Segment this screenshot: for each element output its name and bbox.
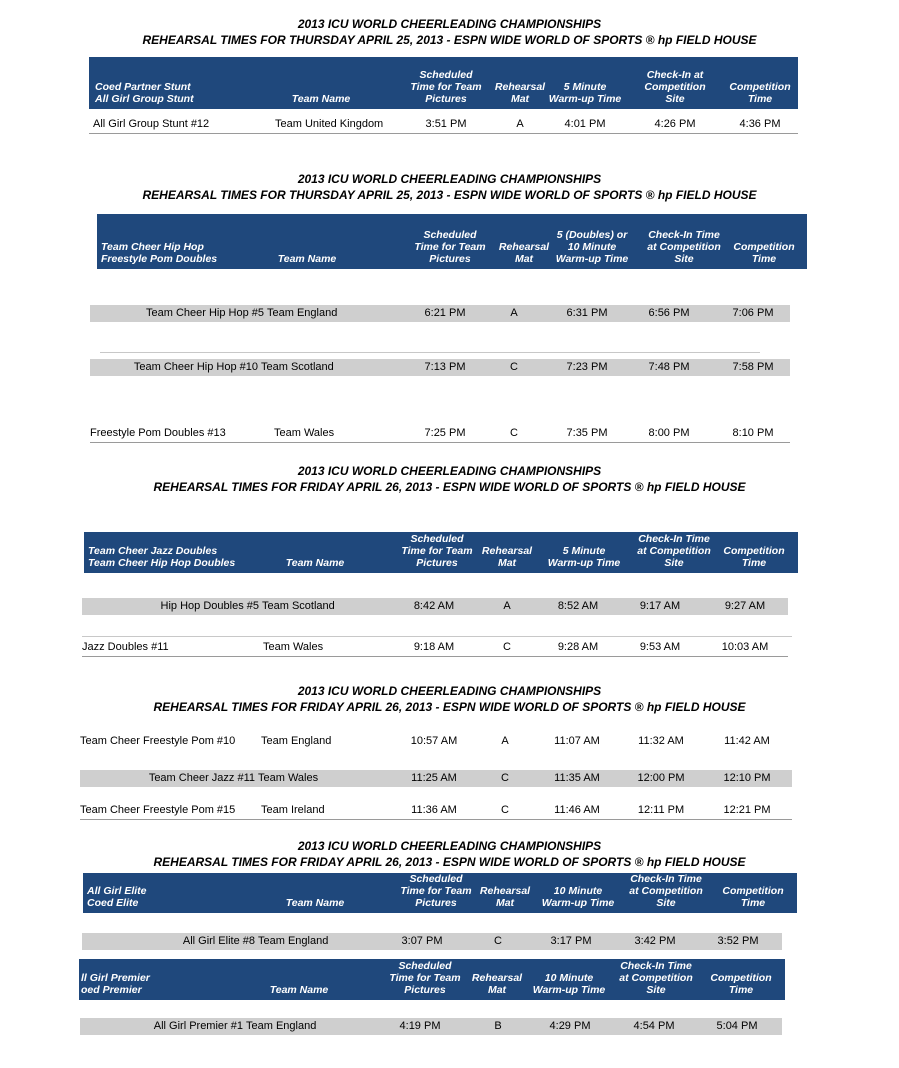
table-row bbox=[90, 359, 790, 376]
cell-team: Team England bbox=[267, 307, 338, 319]
table-row bbox=[82, 598, 788, 615]
cell-competition: 5:04 PM bbox=[716, 1020, 758, 1032]
cell-mat: C bbox=[494, 935, 502, 947]
cell-routine: All Girl Elite #8 bbox=[182, 935, 255, 947]
cell-pictures: 8:42 AM bbox=[413, 600, 455, 612]
cell-competition: 8:10 PM bbox=[732, 427, 774, 439]
cell-routine: All Girl Premier #1 bbox=[153, 1020, 243, 1032]
cell-warmup: 11:35 AM bbox=[554, 772, 600, 784]
cell-pictures: 3:51 PM bbox=[425, 118, 467, 130]
event-title: 2013 ICU WORLD CHEERLEADING CHAMPIONSHIPS bbox=[297, 172, 602, 186]
cell-checkin: 4:54 PM bbox=[633, 1020, 675, 1032]
cell-checkin: 9:53 AM bbox=[639, 641, 681, 653]
cell-competition: 7:58 PM bbox=[732, 361, 774, 373]
cell-pictures: 9:18 AM bbox=[413, 641, 455, 653]
cell-checkin: 6:56 PM bbox=[648, 307, 690, 319]
cell-team: Team Wales bbox=[258, 772, 319, 784]
header-pictures: Scheduled Time for Team Pictures bbox=[410, 69, 482, 105]
table-header bbox=[97, 214, 807, 269]
cell-mat: C bbox=[503, 641, 511, 653]
cell-competition: 3:52 PM bbox=[717, 935, 759, 947]
cell-mat: C bbox=[510, 427, 518, 439]
cell-mat: A bbox=[501, 735, 509, 747]
day-subtitle: REHEARSAL TIMES FOR FRIDAY APRIL 26, 2013 - ESPN WIDE WORLD OF SPORTS ® hp FIELD HOUSE bbox=[153, 855, 746, 869]
header-mat: Rehearsal Mat bbox=[481, 545, 533, 569]
cell-checkin: 3:42 PM bbox=[634, 935, 676, 947]
cell-competition: 12:10 PM bbox=[723, 772, 771, 784]
header-competition: Competition Time bbox=[729, 81, 791, 105]
header-competition: Competition Time bbox=[733, 241, 795, 265]
cell-routine: Hip Hop Doubles #5 bbox=[160, 600, 259, 612]
cell-routine: Team Cheer Freestyle Pom #10 bbox=[80, 735, 236, 747]
header-mat: Rehearsal Mat bbox=[494, 81, 546, 105]
cell-team: Team Ireland bbox=[261, 804, 325, 816]
table-row bbox=[80, 1018, 782, 1035]
cell-checkin: 9:17 AM bbox=[639, 600, 681, 612]
cell-team: Team Scotland bbox=[261, 361, 334, 373]
table-header bbox=[83, 873, 797, 913]
header-warmup: 5 (Doubles) or 10 Minute Warm-up Time bbox=[555, 229, 629, 265]
header-team-name: Team Name bbox=[285, 897, 345, 909]
cell-warmup: 7:23 PM bbox=[566, 361, 608, 373]
header-pictures: Scheduled Time for Team Pictures bbox=[401, 533, 473, 569]
cell-pictures: 7:13 PM bbox=[424, 361, 466, 373]
event-title: 2013 ICU WORLD CHEERLEADING CHAMPIONSHIPS bbox=[297, 684, 602, 698]
header-mat: Rehearsal Mat bbox=[498, 241, 550, 265]
header-checkin: Check-In Time at Competition Site bbox=[619, 960, 693, 996]
cell-warmup: 8:52 AM bbox=[557, 600, 599, 612]
cell-competition: 7:06 PM bbox=[732, 307, 774, 319]
cell-checkin: 12:11 PM bbox=[637, 804, 685, 816]
cell-routine: Team Cheer Freestyle Pom #15 bbox=[80, 804, 236, 816]
table-row bbox=[82, 933, 782, 950]
header-mat: Rehearsal Mat bbox=[479, 885, 531, 909]
cell-mat: A bbox=[516, 118, 524, 130]
cell-mat: B bbox=[494, 1020, 502, 1032]
cell-team: Team Scotland bbox=[262, 600, 335, 612]
header-warmup: 5 Minute Warm-up Time bbox=[548, 81, 622, 105]
table-row bbox=[82, 639, 788, 657]
cell-pictures: 7:25 PM bbox=[424, 427, 466, 439]
cell-checkin: 4:26 PM bbox=[654, 118, 696, 130]
header-warmup: 5 Minute Warm-up Time bbox=[547, 545, 621, 569]
cell-competition: 10:03 AM bbox=[721, 641, 769, 653]
cell-routine: Team Cheer Hip Hop #5 bbox=[145, 307, 264, 319]
header-category: Coed Partner Stunt All Girl Group Stunt bbox=[95, 81, 194, 105]
cell-routine: All Girl Group Stunt #12 bbox=[93, 118, 210, 130]
header-warmup: 10 Minute Warm-up Time bbox=[541, 885, 615, 909]
cell-pictures: 11:25 AM bbox=[411, 772, 457, 784]
cell-checkin: 7:48 PM bbox=[648, 361, 690, 373]
day-subtitle: REHEARSAL TIMES FOR THURSDAY APRIL 25, 2013 - ESPN WIDE WORLD OF SPORTS ® hp FIELD HOUSE bbox=[142, 188, 757, 202]
cell-routine: Team Cheer Jazz #11 bbox=[148, 772, 255, 784]
day-subtitle: REHEARSAL TIMES FOR THURSDAY APRIL 25, 2013 - ESPN WIDE WORLD OF SPORTS ® hp FIELD HOUSE bbox=[142, 33, 757, 47]
table-header bbox=[79, 959, 785, 1000]
table-row bbox=[80, 770, 792, 787]
header-team-name: Team Name bbox=[285, 557, 345, 569]
header-team-name: Team Name bbox=[277, 253, 337, 265]
cell-pictures: 11:36 AM bbox=[411, 804, 457, 816]
table-row bbox=[90, 305, 790, 322]
header-mat: Rehearsal Mat bbox=[471, 972, 523, 996]
cell-warmup: 7:35 PM bbox=[566, 427, 608, 439]
cell-team: Team England bbox=[246, 1020, 317, 1032]
header-category: ll Girl Premier oed Premier bbox=[81, 972, 150, 996]
table-row bbox=[80, 802, 792, 820]
cell-routine: Team Cheer Hip Hop #10 bbox=[133, 361, 258, 373]
header-category: Team Cheer Jazz Doubles Team Cheer Hip Hop Doubles bbox=[88, 545, 236, 569]
cell-mat: C bbox=[501, 804, 509, 816]
cell-warmup: 9:28 AM bbox=[557, 641, 599, 653]
cell-competition: 4:36 PM bbox=[739, 118, 781, 130]
header-checkin: Check-In Time at Competition Site bbox=[647, 229, 721, 265]
cell-routine: Freestyle Pom Doubles #13 bbox=[90, 427, 226, 439]
cell-pictures: 6:21 PM bbox=[424, 307, 466, 319]
cell-warmup: 4:29 PM bbox=[549, 1020, 591, 1032]
cell-team: Team England bbox=[261, 735, 332, 747]
header-team-name: Team Name bbox=[291, 93, 351, 105]
event-title: 2013 ICU WORLD CHEERLEADING CHAMPIONSHIPS bbox=[297, 17, 602, 31]
cell-checkin: 12:00 PM bbox=[637, 772, 685, 784]
header-competition: Competition Time bbox=[710, 972, 772, 996]
table-header bbox=[84, 532, 798, 573]
cell-warmup: 4:01 PM bbox=[564, 118, 606, 130]
row-separator bbox=[82, 636, 792, 637]
table-header bbox=[89, 57, 798, 109]
header-category: All Girl Elite Coed Elite bbox=[87, 885, 147, 909]
header-pictures: Scheduled Time for Team Pictures bbox=[389, 960, 461, 996]
event-title: 2013 ICU WORLD CHEERLEADING CHAMPIONSHIPS bbox=[297, 464, 602, 478]
cell-team: Team Wales bbox=[274, 427, 335, 439]
header-competition: Competition Time bbox=[723, 545, 785, 569]
header-checkin: Check-In Time at Competition Site bbox=[629, 873, 703, 909]
header-checkin: Check-In Time at Competition Site bbox=[637, 533, 711, 569]
cell-mat: C bbox=[501, 772, 509, 784]
cell-warmup: 11:07 AM bbox=[554, 735, 600, 747]
cell-team: Team United Kingdom bbox=[275, 118, 384, 130]
cell-checkin: 8:00 PM bbox=[648, 427, 690, 439]
day-subtitle: REHEARSAL TIMES FOR FRIDAY APRIL 26, 2013 - ESPN WIDE WORLD OF SPORTS ® hp FIELD HOUSE bbox=[153, 480, 746, 494]
cell-routine: Jazz Doubles #11 bbox=[82, 641, 169, 653]
day-subtitle: REHEARSAL TIMES FOR FRIDAY APRIL 26, 2013 - ESPN WIDE WORLD OF SPORTS ® hp FIELD HOUSE bbox=[153, 700, 746, 714]
event-title: 2013 ICU WORLD CHEERLEADING CHAMPIONSHIPS bbox=[297, 839, 602, 853]
cell-checkin: 11:32 AM bbox=[638, 735, 684, 747]
header-category: Team Cheer Hip Hop Freestyle Pom Doubles bbox=[101, 241, 218, 265]
cell-team: Team England bbox=[258, 935, 329, 947]
cell-team: Team Wales bbox=[263, 641, 324, 653]
header-pictures: Scheduled Time for Team Pictures bbox=[414, 229, 486, 265]
header-pictures: Scheduled Time for Team Pictures bbox=[400, 873, 472, 909]
header-warmup: 10 Minute Warm-up Time bbox=[532, 972, 606, 996]
table-row bbox=[90, 425, 790, 443]
header-checkin: Check-In at Competition Site bbox=[644, 69, 706, 105]
cell-mat: A bbox=[510, 307, 518, 319]
cell-competition: 9:27 AM bbox=[724, 600, 766, 612]
cell-pictures: 3:07 PM bbox=[401, 935, 443, 947]
table-row bbox=[80, 733, 792, 750]
header-competition: Competition Time bbox=[722, 885, 784, 909]
cell-mat: A bbox=[503, 600, 511, 612]
row-separator bbox=[100, 352, 760, 353]
header-team-name: Team Name bbox=[269, 984, 329, 996]
cell-pictures: 10:57 AM bbox=[410, 735, 458, 747]
cell-competition: 11:42 AM bbox=[724, 735, 770, 747]
cell-warmup: 11:46 AM bbox=[554, 804, 600, 816]
cell-warmup: 3:17 PM bbox=[550, 935, 592, 947]
cell-warmup: 6:31 PM bbox=[566, 307, 608, 319]
table-row bbox=[89, 116, 798, 134]
cell-competition: 12:21 PM bbox=[723, 804, 771, 816]
cell-mat: C bbox=[510, 361, 518, 373]
cell-pictures: 4:19 PM bbox=[399, 1020, 441, 1032]
